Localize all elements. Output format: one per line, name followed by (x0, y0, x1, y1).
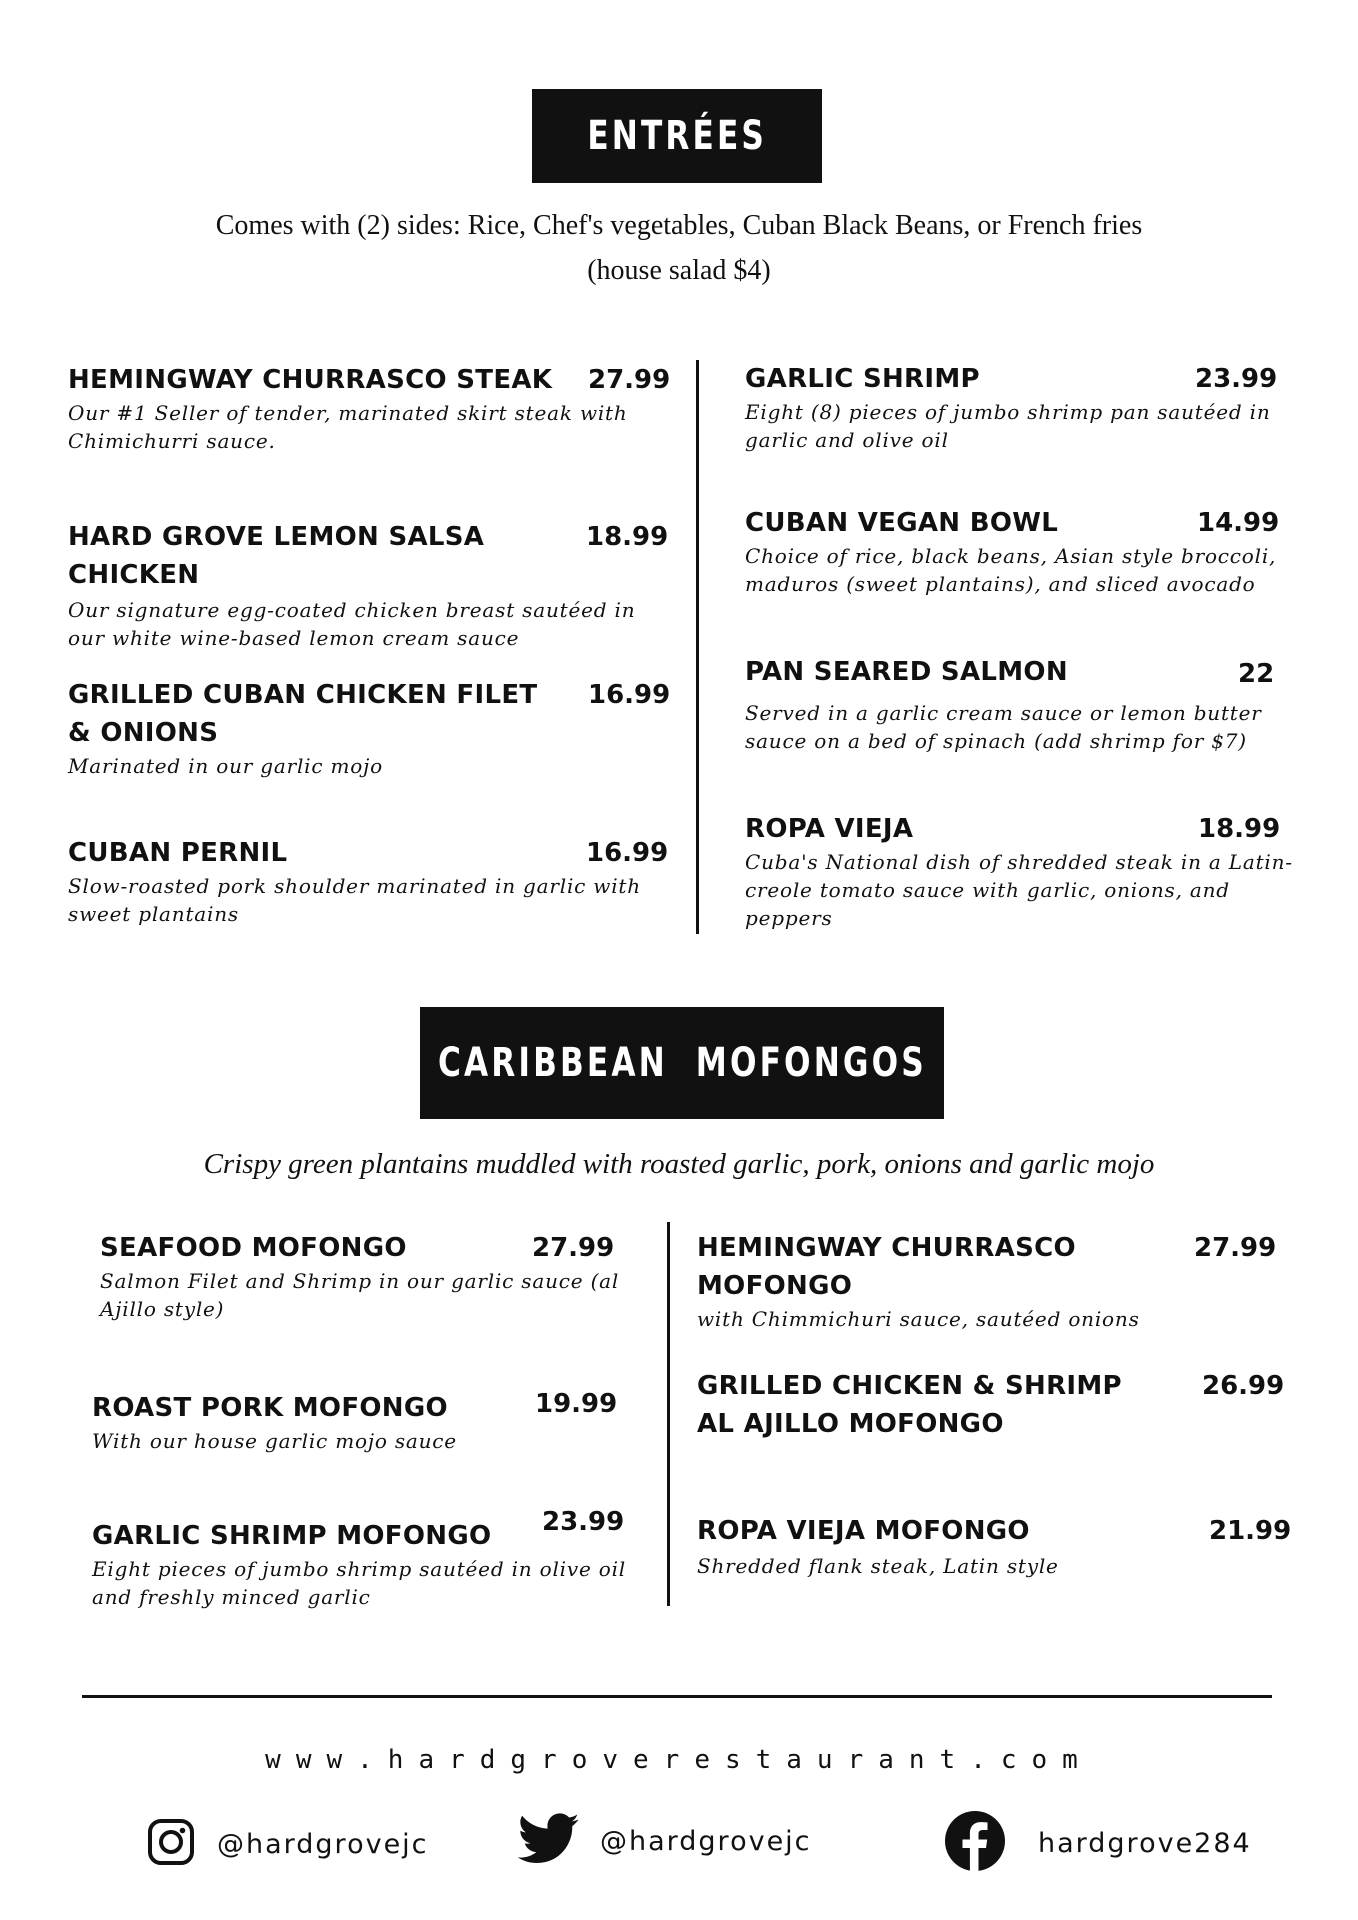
menu-item (68, 676, 671, 780)
menu-item (92, 1507, 662, 1611)
menu-item (68, 361, 671, 455)
item-price: 27.99 (588, 365, 671, 395)
item-name: ROPA VIEJA (745, 814, 914, 844)
facebook-handle: hardgrove284 (1038, 1827, 1252, 1859)
menu-item (100, 1229, 660, 1323)
item-price: 22 (1238, 659, 1275, 689)
item-description: Eight (8) pieces of jumbo shrimp pan sautéed in garlic and olive oil (745, 400, 1271, 452)
menu-item (745, 653, 1315, 755)
item-name: HEMINGWAY CHURRASCO MOFONGO (697, 1233, 1076, 1301)
menu-item (68, 834, 668, 928)
item-description: Choice of rice, black beans, Asian style broccoli, maduros (sweet plantains), and sliced avocado (745, 544, 1277, 596)
item-name: GRILLED CHICKEN & SHRIMP AL AJILLO MOFONGO (697, 1371, 1122, 1439)
item-name: CUBAN VEGAN BOWL (745, 508, 1059, 538)
item-description: Eight pieces of jumbo shrimp sautéed in olive oil and freshly minced garlic (92, 1557, 626, 1609)
menu-item (697, 1512, 1297, 1580)
item-name: GARLIC SHRIMP MOFONGO (92, 1521, 492, 1551)
menu-item (745, 504, 1315, 598)
mofongos-banner (420, 1007, 944, 1119)
menu-item (745, 810, 1315, 932)
item-name: HARD GROVE LEMON SALSA CHICKEN (68, 522, 485, 590)
item-price: 19.99 (535, 1389, 618, 1419)
menu-item (745, 360, 1315, 454)
instagram-icon (147, 1818, 195, 1870)
entrees-intro-line2: (house salad $4) (587, 255, 771, 286)
menu-item (92, 1389, 652, 1455)
item-description: Our signature egg-coated chicken breast sautéed in our white wine-based lemon cream sauce (68, 598, 636, 650)
footer-divider (82, 1695, 1272, 1698)
twitter-icon (518, 1812, 580, 1870)
item-price: 23.99 (1195, 364, 1278, 394)
instagram-link[interactable] (147, 1818, 429, 1870)
mofongos-title: CARIBBEAN MOFONGOS (437, 1040, 927, 1086)
mofongos-intro: Crispy green plantains muddled with roasted garlic, pork, onions and garlic mojo (203, 1148, 1155, 1180)
facebook-link[interactable] (944, 1810, 1252, 1876)
item-price: 26.99 (1202, 1371, 1285, 1401)
item-description: with Chimmichuri sauce, sautéed onions (697, 1307, 1140, 1331)
item-name: GRILLED CUBAN CHICKEN FILET & ONIONS (68, 680, 538, 748)
twitter-handle: @hardgrovejc (600, 1825, 812, 1857)
twitter-link[interactable] (518, 1812, 812, 1870)
entrees-title: ENTRÉES (587, 113, 767, 159)
entrees-intro-line1: Comes with (2) sides: Rice, Chef's vegetables, Cuban Black Beans, or French fries (215, 210, 1143, 241)
item-description: Marinated in our garlic mojo (68, 754, 383, 778)
entrees-banner (532, 89, 822, 183)
item-description: Shredded flank steak, Latin style (697, 1554, 1059, 1578)
item-name: CUBAN PERNIL (68, 838, 288, 868)
item-description: With our house garlic mojo sauce (92, 1429, 457, 1453)
menu-item (697, 1229, 1297, 1333)
menu-item (697, 1367, 1297, 1443)
mofongos-column-divider (667, 1222, 670, 1606)
facebook-icon (944, 1810, 1006, 1876)
menu-item (68, 518, 668, 652)
item-description: Served in a garlic cream sauce or lemon butter sauce on a bed of spinach (add shrimp for $7) (745, 701, 1262, 753)
item-price: 18.99 (586, 522, 669, 552)
item-price: 16.99 (586, 838, 669, 868)
item-description: Slow-roasted pork shoulder marinated in garlic with sweet plantains (68, 874, 641, 926)
item-price: 27.99 (1194, 1233, 1277, 1263)
item-price: 21.99 (1209, 1516, 1292, 1546)
item-name: HEMINGWAY CHURRASCO STEAK (68, 365, 553, 395)
item-name: ROPA VIEJA MOFONGO (697, 1516, 1030, 1546)
item-price: 23.99 (542, 1507, 625, 1537)
item-price: 16.99 (588, 680, 671, 710)
item-name: GARLIC SHRIMP (745, 364, 980, 394)
item-name: SEAFOOD MOFONGO (100, 1233, 407, 1263)
item-description: Our #1 Seller of tender, marinated skirt steak with Chimichurri sauce. (68, 401, 628, 453)
item-price: 14.99 (1197, 508, 1280, 538)
item-price: 27.99 (532, 1233, 615, 1263)
website-link[interactable]: www.hardgroverestaurant.com (265, 1745, 1093, 1775)
item-description: Salmon Filet and Shrimp in our garlic sauce (al Ajillo style) (100, 1269, 620, 1321)
item-price: 18.99 (1198, 814, 1281, 844)
instagram-handle: @hardgrovejc (217, 1828, 429, 1860)
entrees-column-divider (696, 360, 699, 934)
item-name: PAN SEARED SALMON (745, 657, 1068, 687)
item-name: ROAST PORK MOFONGO (92, 1393, 448, 1423)
item-description: Cuba's National dish of shredded steak in a Latin-creole tomato sauce with garlic, onions, and peppers (745, 850, 1293, 930)
